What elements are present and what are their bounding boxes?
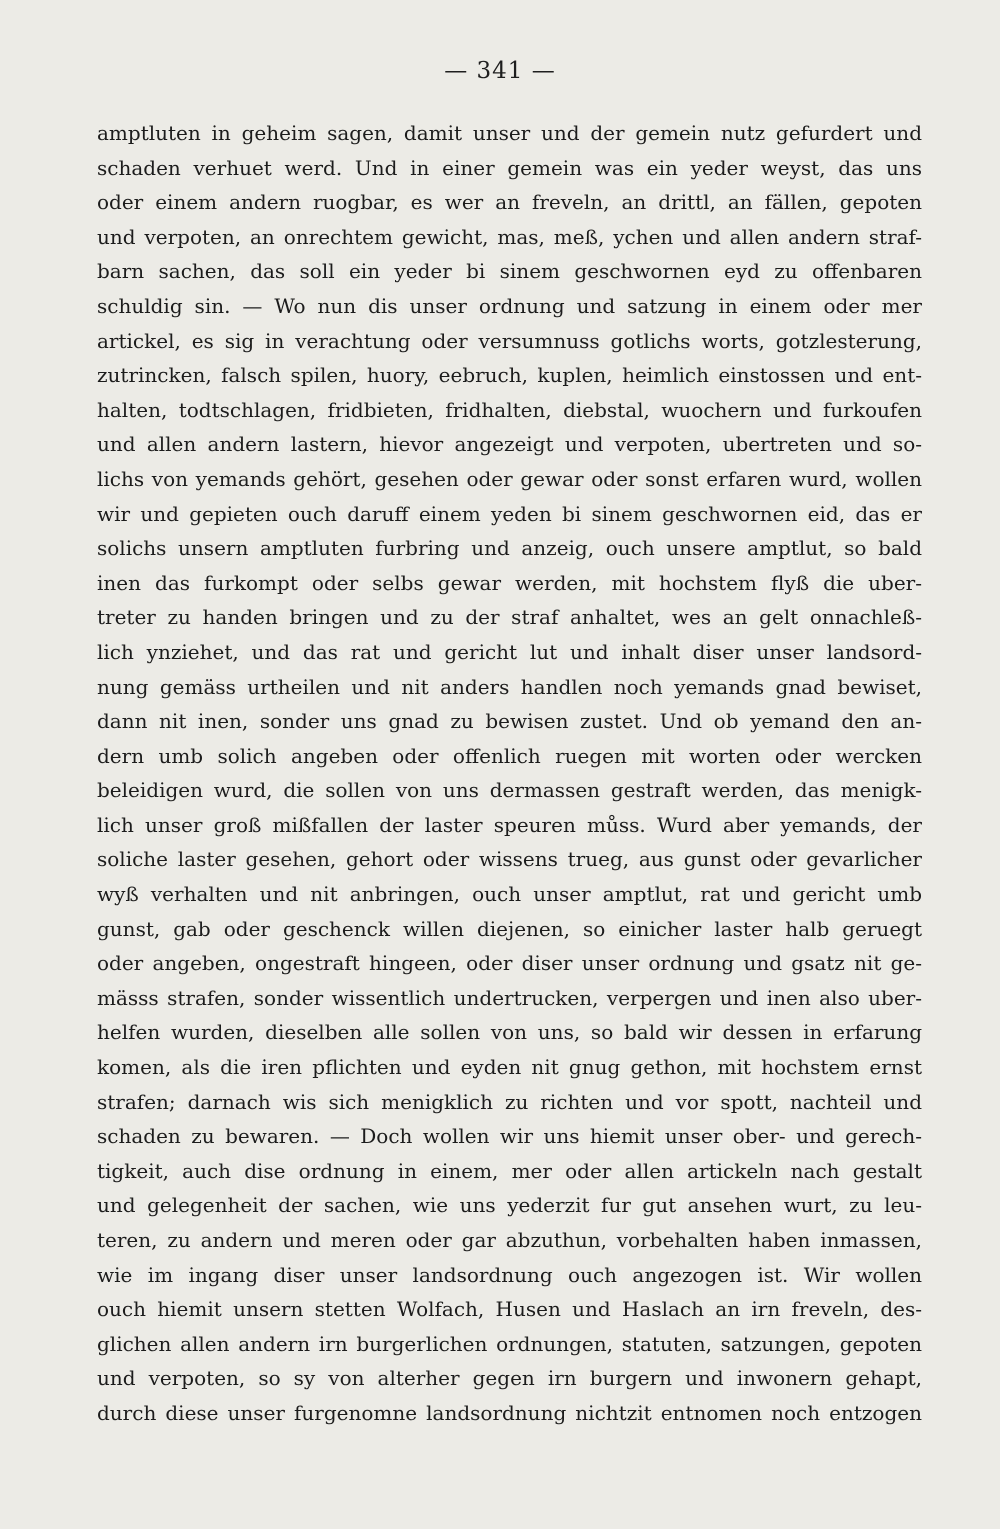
text-line: dern umb solich angeben oder offenlich ruegen mit worten oder wercken bbox=[97, 743, 922, 768]
page-number: — 341 — bbox=[444, 58, 556, 84]
text-line: lichs von yemands gehört, gesehen oder gewar oder sonst erfaren wurd, wollen bbox=[97, 466, 922, 491]
text-line: dann nit inen, sonder uns gnad zu bewisen zustet. Und ob yemand den an- bbox=[97, 709, 922, 734]
text-line: halten, todtschlagen, fridbieten, fridhalten, diebstal, wuochern und furkoufen bbox=[97, 397, 922, 422]
text-line: mässs strafen, sonder wissentlich undertrucken, verpergen und inen also uber- bbox=[97, 985, 922, 1010]
text-line: treter zu handen bringen und zu der straf anhaltet, wes an gelt onnachleß- bbox=[97, 605, 922, 630]
text-line: strafen; darnach wis sich menigklich zu richten und vor spott, nachteil und bbox=[97, 1089, 922, 1114]
text-line: tigkeit, auch dise ordnung in einem, mer oder allen artickeln nach gestalt bbox=[97, 1158, 922, 1183]
text-line: wie im ingang diser unser landsordnung ouch angezogen ist. Wir wollen bbox=[97, 1262, 922, 1287]
text-line: komen, als die iren pflichten und eyden nit gnug gethon, mit hochstem ernst bbox=[97, 1055, 922, 1080]
text-line: gunst, gab oder geschenck willen diejenen, so einicher laster halb geruegt bbox=[97, 916, 922, 941]
text-line: lich unser groß mißfallen der laster speuren můss. Wurd aber yemands, der bbox=[97, 812, 922, 837]
text-line: ouch hiemit unsern stetten Wolfach, Husen und Haslach an irn freveln, des- bbox=[97, 1297, 922, 1322]
text-line: nung gemäss urtheilen und nit anders handlen noch yemands gnad bewiset, bbox=[97, 674, 922, 699]
text-line: wyß verhalten und nit anbringen, ouch unser amptlut, rat und gericht umb bbox=[97, 882, 922, 907]
text-line: beleidigen wurd, die sollen von uns dermassen gestraft werden, das menigk- bbox=[97, 778, 922, 803]
text-line: durch diese unser furgenomne landsordnung nichtzit entnomen noch entzogen bbox=[97, 1400, 922, 1425]
text-line: soliche laster gesehen, gehort oder wissens trueg, aus gunst oder gevarlicher bbox=[97, 847, 922, 872]
text-line: schuldig sin. — Wo nun dis unser ordnung und satzung in einem oder mer bbox=[97, 293, 922, 318]
text-line: oder einem andern ruogbar, es wer an freveln, an drittl, an fällen, gepoten bbox=[97, 190, 922, 215]
text-line: und verpoten, an onrechtem gewicht, mas, meß, ychen und allen andern straf- bbox=[97, 224, 922, 249]
text-line: glichen allen andern irn burgerlichen ordnungen, statuten, satzungen, gepoten bbox=[97, 1331, 922, 1356]
body-text bbox=[97, 116, 922, 1431]
text-line: und verpoten, so sy von alterher gegen irn burgern und inwonern gehapt, bbox=[97, 1366, 922, 1391]
text-line: solichs unsern amptluten furbring und anzeig, ouch unsere amptlut, so bald bbox=[97, 536, 922, 561]
text-line: schaden zu bewaren. — Doch wollen wir uns hiemit unser ober- und gerech- bbox=[97, 1124, 922, 1149]
text-line: und allen andern lastern, hievor angezeigt und verpoten, ubertreten und so- bbox=[97, 432, 922, 457]
text-line: helfen wurden, dieselben alle sollen von uns, so bald wir dessen in erfarung bbox=[97, 1020, 922, 1045]
text-line: barn sachen, das soll ein yeder bi sinem geschwornen eyd zu offenbaren bbox=[97, 259, 922, 284]
text-line: inen das furkompt oder selbs gewar werden, mit hochstem flyß die uber- bbox=[97, 570, 922, 595]
text-line: artickel, es sig in verachtung oder versumnuss gotlichs worts, gotzlesterung, bbox=[97, 328, 922, 353]
text-line: zutrincken, falsch spilen, huory, eebruch, kuplen, heimlich einstossen und ent- bbox=[97, 363, 922, 388]
text-line: schaden verhuet werd. Und in einer gemein was ein yeder weyst, das uns bbox=[97, 155, 922, 180]
text-line: oder angeben, ongestraft hingeen, oder diser unser ordnung und gsatz nit ge- bbox=[97, 951, 922, 976]
text-line: amptluten in geheim sagen, damit unser und der gemein nutz gefurdert und bbox=[97, 121, 922, 145]
text-line: und gelegenheit der sachen, wie uns yederzit fur gut ansehen wurt, zu leu- bbox=[97, 1193, 922, 1218]
text-line: lich ynziehet, und das rat und gericht lut und inhalt diser unser landsord- bbox=[97, 639, 922, 664]
text-line: wir und gepieten ouch daruff einem yeden bi sinem geschwornen eid, das er bbox=[97, 501, 922, 526]
text-line: teren, zu andern und meren oder gar abzuthun, vorbehalten haben inmassen, bbox=[97, 1228, 922, 1252]
